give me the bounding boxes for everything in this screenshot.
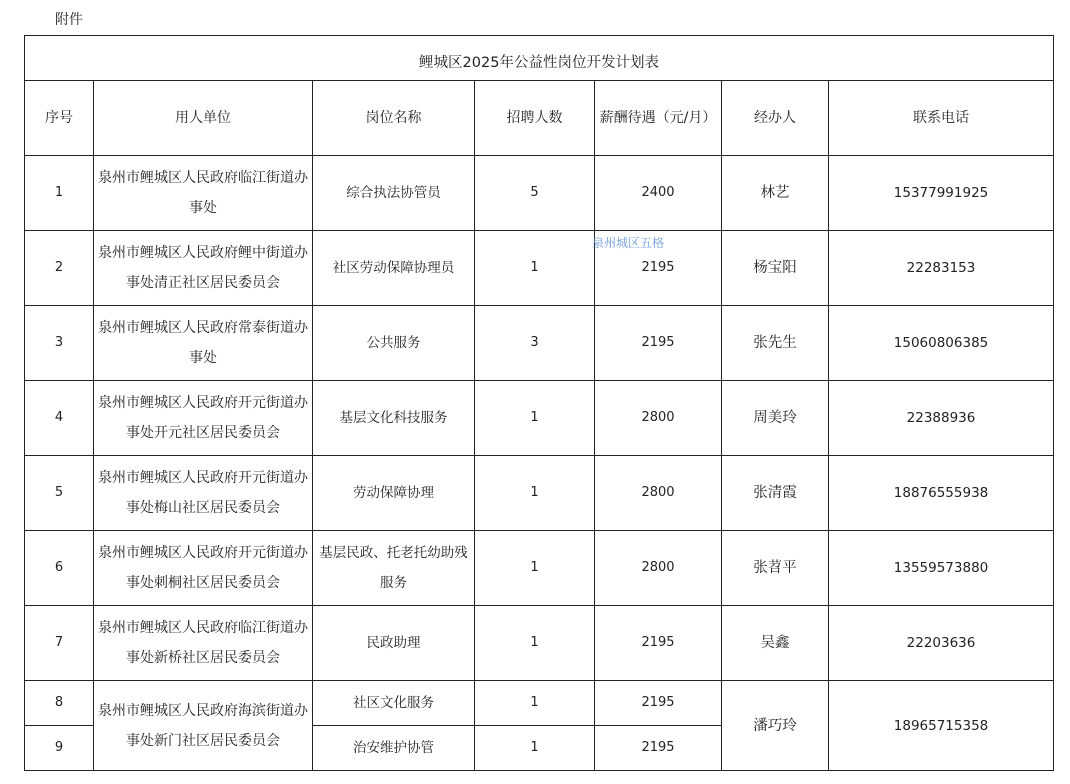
row-handler: 吴鑫 (722, 606, 829, 681)
row-seq: 8 (25, 681, 94, 726)
table-row (25, 306, 1054, 381)
row-unit-merged: 泉州市鲤城区人民政府海滨街道办事处新门社区居民委员会 (94, 681, 313, 771)
header-count: 招聘人数 (475, 81, 595, 156)
row-handler: 林艺 (722, 156, 829, 231)
row-salary: 2195 (595, 306, 722, 381)
row-handler-merged: 潘巧玲 (722, 681, 829, 771)
row-unit: 泉州市鲤城区人民政府开元街道办事处开元社区居民委员会 (94, 381, 313, 456)
table-row (25, 606, 1054, 681)
row-post: 社区劳动保障协理员 (313, 231, 475, 306)
row-seq: 3 (25, 306, 94, 381)
row-unit: 泉州市鲤城区人民政府开元街道办事处梅山社区居民委员会 (94, 456, 313, 531)
attachment-label: 附件 (55, 12, 83, 28)
row-post: 治安维护协管 (313, 726, 475, 771)
row-salary: 2800 (595, 531, 722, 606)
row-post: 社区文化服务 (313, 681, 475, 726)
row-seq: 2 (25, 231, 94, 306)
row-unit: 泉州市鲤城区人民政府鲤中街道办事处清正社区居民委员会 (94, 231, 313, 306)
row-seq: 6 (25, 531, 94, 606)
post-plan-table (24, 35, 1054, 771)
header-phone: 联系电话 (829, 81, 1054, 156)
row-salary: 2800 (595, 456, 722, 531)
row-handler: 张清霞 (722, 456, 829, 531)
row-phone: 13559573880 (829, 531, 1054, 606)
row-phone: 15060806385 (829, 306, 1054, 381)
table-title-row (25, 36, 1054, 81)
row-handler: 张苕平 (722, 531, 829, 606)
row-seq: 9 (25, 726, 94, 771)
row-salary: 2195 (595, 231, 722, 306)
table-header-row (25, 81, 1054, 156)
row-handler: 杨宝阳 (722, 231, 829, 306)
row-phone: 22283153 (829, 231, 1054, 306)
row-count: 1 (475, 381, 595, 456)
row-count: 1 (475, 726, 595, 771)
row-count: 1 (475, 456, 595, 531)
row-salary: 2800 (595, 381, 722, 456)
watermark-text: 泉州城区五格 (592, 236, 665, 250)
row-count: 1 (475, 231, 595, 306)
row-post: 民政助理 (313, 606, 475, 681)
row-count: 1 (475, 606, 595, 681)
row-handler: 周美玲 (722, 381, 829, 456)
header-salary: 薪酬待遇（元/月） (595, 81, 722, 156)
row-salary: 2195 (595, 726, 722, 771)
row-post: 基层文化科技服务 (313, 381, 475, 456)
table-title: 鲤城区2025年公益性岗位开发计划表 (25, 36, 1054, 81)
table-row (25, 531, 1054, 606)
row-seq: 7 (25, 606, 94, 681)
row-handler: 张先生 (722, 306, 829, 381)
row-salary: 2195 (595, 606, 722, 681)
row-phone: 15377991925 (829, 156, 1054, 231)
row-seq: 4 (25, 381, 94, 456)
row-salary: 2400 (595, 156, 722, 231)
row-count: 1 (475, 531, 595, 606)
row-post: 公共服务 (313, 306, 475, 381)
row-count: 5 (475, 156, 595, 231)
table-row (25, 456, 1054, 531)
row-post: 基层民政、托老托幼助残服务 (313, 531, 475, 606)
row-unit: 泉州市鲤城区人民政府临江街道办事处 (94, 156, 313, 231)
header-handler: 经办人 (722, 81, 829, 156)
row-post: 综合执法协管员 (313, 156, 475, 231)
row-seq: 5 (25, 456, 94, 531)
header-post: 岗位名称 (313, 81, 475, 156)
row-count: 3 (475, 306, 595, 381)
row-unit: 泉州市鲤城区人民政府开元街道办事处刺桐社区居民委员会 (94, 531, 313, 606)
row-phone-merged: 18965715358 (829, 681, 1054, 771)
row-salary: 2195 (595, 681, 722, 726)
table-row (25, 681, 1054, 726)
row-phone: 18876555938 (829, 456, 1054, 531)
row-post: 劳动保障协理 (313, 456, 475, 531)
table-row (25, 381, 1054, 456)
row-count: 1 (475, 681, 595, 726)
row-phone: 22203636 (829, 606, 1054, 681)
header-seq: 序号 (25, 81, 94, 156)
row-seq: 1 (25, 156, 94, 231)
row-phone: 22388936 (829, 381, 1054, 456)
row-unit: 泉州市鲤城区人民政府临江街道办事处新桥社区居民委员会 (94, 606, 313, 681)
row-unit: 泉州市鲤城区人民政府常泰街道办事处 (94, 306, 313, 381)
header-unit: 用人单位 (94, 81, 313, 156)
table-row (25, 156, 1054, 231)
table-row (25, 231, 1054, 306)
